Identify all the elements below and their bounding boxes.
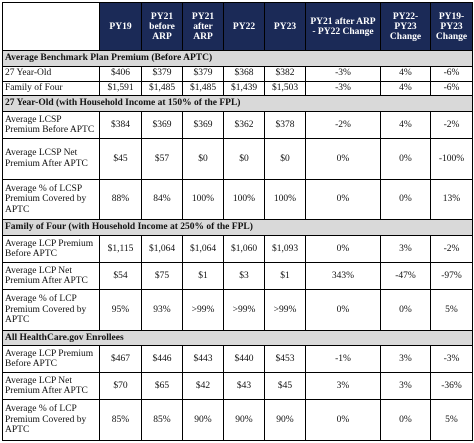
value-cell: -2%	[306, 112, 381, 139]
value-cell: -97%	[431, 263, 473, 290]
value-cell: -100%	[431, 139, 473, 179]
value-cell: $45	[265, 373, 306, 400]
value-cell: $1	[265, 263, 306, 290]
value-cell: $1	[183, 263, 224, 290]
value-cell: 85%	[100, 400, 142, 441]
row-label: Average LCP Net Premium After APTC	[3, 373, 100, 400]
value-cell: 95%	[100, 290, 142, 330]
value-cell: $406	[100, 66, 142, 81]
value-cell: 3%	[306, 373, 381, 400]
value-cell: -6%	[431, 81, 473, 96]
value-cell: 0%	[381, 139, 431, 179]
value-cell: 90%	[183, 400, 224, 441]
value-cell: $43	[224, 373, 265, 400]
value-cell: -1%	[306, 346, 381, 373]
row-label: Family of Four	[3, 81, 100, 96]
value-cell: 85%	[142, 400, 183, 441]
value-cell: 4%	[381, 112, 431, 139]
value-cell: 0%	[306, 179, 381, 219]
column-header-py22: PY22	[224, 3, 265, 51]
value-cell: 4%	[381, 81, 431, 96]
value-cell: 3%	[381, 236, 431, 263]
header-row	[3, 3, 473, 51]
value-cell: $1,093	[265, 236, 306, 263]
value-cell: 5%	[431, 400, 473, 441]
column-header-py19: PY19	[100, 3, 142, 51]
table-row	[3, 346, 473, 373]
value-cell: $384	[100, 112, 142, 139]
value-cell: 100%	[224, 179, 265, 219]
value-cell: $379	[142, 66, 183, 81]
table-row	[3, 290, 473, 330]
row-label: Average LCSP Premium Before APTC	[3, 112, 100, 139]
value-cell: $1,115	[100, 236, 142, 263]
value-cell: 3%	[381, 373, 431, 400]
row-label: Average LCP Premium Before APTC	[3, 236, 100, 263]
value-cell: $1,439	[224, 81, 265, 96]
value-cell: $3	[224, 263, 265, 290]
value-cell: 343%	[306, 263, 381, 290]
value-cell: 90%	[265, 400, 306, 441]
value-cell: $378	[265, 112, 306, 139]
value-cell: $369	[183, 112, 224, 139]
table-row	[3, 263, 473, 290]
section-header-row	[3, 51, 473, 67]
value-cell: >99%	[183, 290, 224, 330]
value-cell: $1,591	[100, 81, 142, 96]
column-header-py23: PY23	[265, 3, 306, 51]
value-cell: $446	[142, 346, 183, 373]
header-corner-cell	[3, 3, 100, 51]
value-cell: 0%	[381, 290, 431, 330]
value-cell: $65	[142, 373, 183, 400]
value-cell: $1,503	[265, 81, 306, 96]
value-cell: $54	[100, 263, 142, 290]
section-header-row	[3, 220, 473, 236]
section-title: Family of Four (with Household Income at 250% of the FPL)	[3, 220, 473, 236]
value-cell: 90%	[224, 400, 265, 441]
section-title: 27 Year-Old (with Household Income at 150% of the FPL)	[3, 96, 473, 112]
table-row	[3, 179, 473, 219]
value-cell: 0%	[306, 400, 381, 441]
value-cell: $440	[224, 346, 265, 373]
value-cell: $75	[142, 263, 183, 290]
value-cell: $1,060	[224, 236, 265, 263]
value-cell: $0	[265, 139, 306, 179]
value-cell: $369	[142, 112, 183, 139]
value-cell: $453	[265, 346, 306, 373]
value-cell: 84%	[142, 179, 183, 219]
value-cell: $1,485	[142, 81, 183, 96]
value-cell: $57	[142, 139, 183, 179]
row-label: Average % of LCSP Premium Covered by APTC	[3, 179, 100, 219]
column-header-py21-before-arp: PY21 before ARP	[142, 3, 183, 51]
value-cell: 0%	[381, 400, 431, 441]
value-cell: $443	[183, 346, 224, 373]
value-cell: $42	[183, 373, 224, 400]
section-title: All HealthCare.gov Enrollees	[3, 330, 473, 346]
value-cell: 13%	[431, 179, 473, 219]
table-row	[3, 139, 473, 179]
row-label: Average LCP Premium Before APTC	[3, 346, 100, 373]
column-header-py21-after-arp: PY21 after ARP	[183, 3, 224, 51]
value-cell: 5%	[431, 290, 473, 330]
value-cell: $1,064	[183, 236, 224, 263]
value-cell: -3%	[306, 66, 381, 81]
value-cell: $1,485	[183, 81, 224, 96]
value-cell: -2%	[431, 112, 473, 139]
row-label: Average LCSP Net Premium After APTC	[3, 139, 100, 179]
value-cell: -2%	[431, 236, 473, 263]
row-label: 27 Year-Old	[3, 66, 100, 81]
value-cell: 100%	[183, 179, 224, 219]
value-cell: $379	[183, 66, 224, 81]
row-label: Average % of LCP Premium Covered by APTC	[3, 400, 100, 441]
value-cell: 0%	[306, 139, 381, 179]
value-cell: $0	[183, 139, 224, 179]
value-cell: -3%	[306, 81, 381, 96]
value-cell: $362	[224, 112, 265, 139]
row-label: Average % of LCP Premium Covered by APTC	[3, 290, 100, 330]
value-cell: $1,064	[142, 236, 183, 263]
value-cell: $70	[100, 373, 142, 400]
value-cell: >99%	[224, 290, 265, 330]
section-header-row	[3, 330, 473, 346]
table-row	[3, 400, 473, 441]
table-row	[3, 81, 473, 96]
section-header-row	[3, 96, 473, 112]
table-row	[3, 236, 473, 263]
value-cell: $45	[100, 139, 142, 179]
value-cell: $0	[224, 139, 265, 179]
table-row	[3, 373, 473, 400]
table-row	[3, 112, 473, 139]
value-cell: -36%	[431, 373, 473, 400]
value-cell: 0%	[306, 236, 381, 263]
section-title: Average Benchmark Plan Premium (Before APTC)	[3, 51, 473, 67]
value-cell: 100%	[265, 179, 306, 219]
column-header-py22-py23-change: PY22-PY23 Change	[381, 3, 431, 51]
value-cell: 3%	[381, 346, 431, 373]
row-label: Average LCP Net Premium After APTC	[3, 263, 100, 290]
value-cell: $368	[224, 66, 265, 81]
premium-comparison-table	[2, 2, 473, 441]
column-header-py19-py23-change: PY19-PY23 Change	[431, 3, 473, 51]
value-cell: 4%	[381, 66, 431, 81]
value-cell: -6%	[431, 66, 473, 81]
value-cell: $382	[265, 66, 306, 81]
value-cell: 0%	[381, 179, 431, 219]
value-cell: 88%	[100, 179, 142, 219]
value-cell: -3%	[431, 346, 473, 373]
value-cell: 0%	[306, 290, 381, 330]
column-header-py21-after-arp-py22-change: PY21 after ARP - PY22 Change	[306, 3, 381, 51]
value-cell: -47%	[381, 263, 431, 290]
table-row	[3, 66, 473, 81]
value-cell: >99%	[265, 290, 306, 330]
value-cell: 93%	[142, 290, 183, 330]
value-cell: $467	[100, 346, 142, 373]
